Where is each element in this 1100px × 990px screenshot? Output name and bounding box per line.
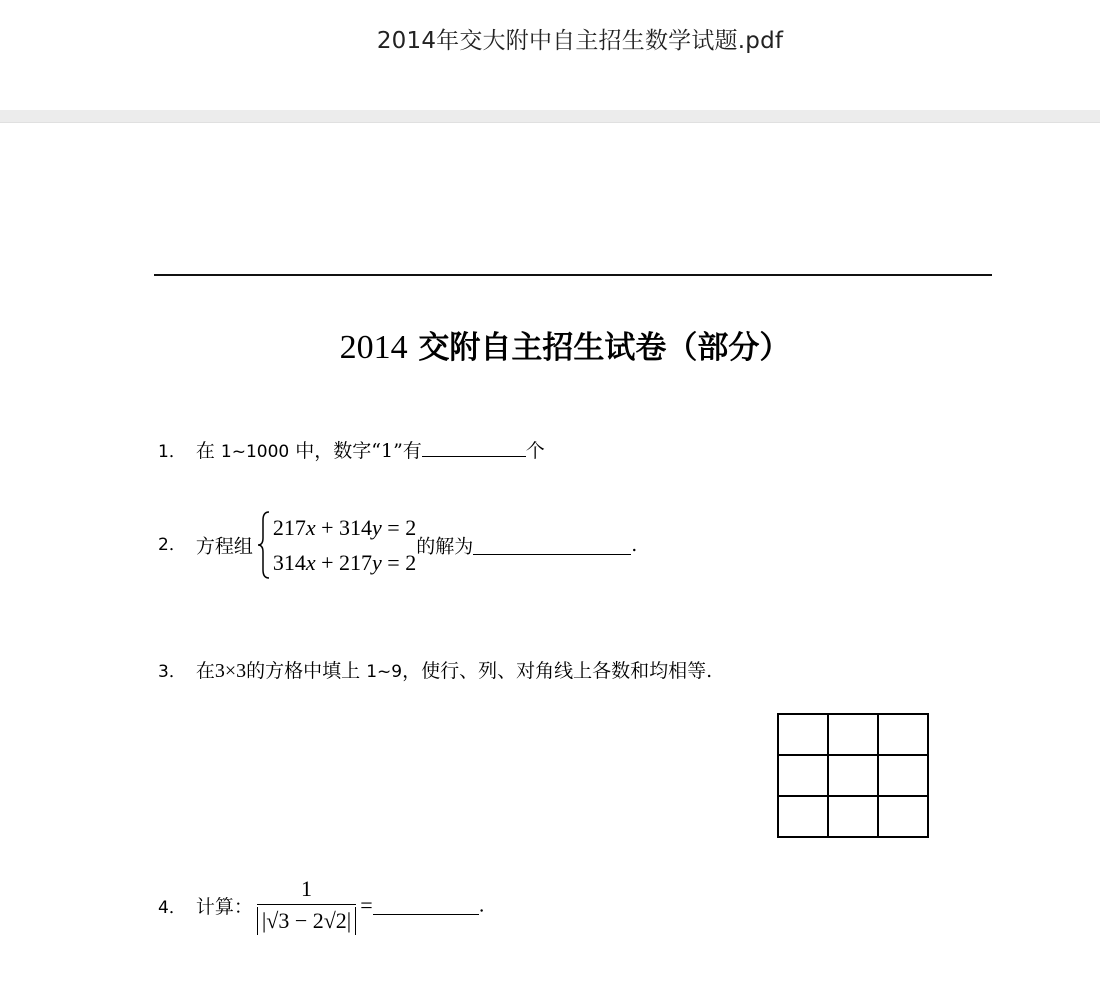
question-number: 2． (158, 535, 186, 555)
grid-cell[interactable] (878, 714, 928, 755)
question-4 (158, 876, 485, 935)
equals-sign: = (360, 892, 373, 918)
toolbar-divider (0, 110, 1100, 123)
paper-title-text: 交附自主招生试卷（部分） (418, 330, 791, 366)
fraction (257, 876, 356, 935)
question-text: 的方格中填上 (246, 660, 361, 682)
question-number: 1． (158, 442, 186, 462)
question-text: 计算： (195, 896, 253, 918)
answer-blank[interactable] (473, 536, 631, 555)
paper-title-year: 2014 (339, 329, 408, 366)
question-text: . (631, 534, 638, 556)
grid-cell[interactable] (778, 796, 828, 837)
question-text: ，使行、列、对角线上各数和均相等. (402, 660, 713, 682)
viewer-toolbar (0, 0, 1100, 110)
answer-blank[interactable] (422, 438, 526, 457)
question-text: 方程组 (195, 535, 253, 558)
grid-cell[interactable] (778, 714, 828, 755)
grid-size: 3×3 (214, 660, 247, 682)
question-1 (158, 436, 545, 463)
fraction-numerator: 1 (301, 876, 313, 901)
question-3 (158, 656, 712, 683)
magic-square-grid (777, 713, 929, 838)
question-text: 中，数字“1”有 (295, 440, 422, 462)
question-text: 的解为 (416, 535, 474, 558)
equation-1: 217x + 314y = 2 (272, 515, 417, 540)
grid-cell[interactable] (878, 796, 928, 837)
question-text: 个 (525, 440, 545, 462)
document-filename: 2014年交大附中自主招生数学试题.pdf (376, 28, 784, 54)
grid-cell[interactable] (828, 714, 878, 755)
question-range: 1~1000 (220, 442, 290, 462)
question-text: 在 (195, 440, 215, 462)
question-text: . (478, 894, 485, 917)
question-range: 1~9 (366, 662, 403, 682)
answer-blank[interactable] (373, 896, 479, 915)
equation-system (257, 510, 416, 580)
question-text: 在 (195, 660, 215, 682)
question-2 (158, 510, 637, 580)
grid-cell[interactable] (828, 796, 878, 837)
grid-cell[interactable] (778, 755, 828, 796)
left-brace-icon (257, 510, 271, 580)
grid-cell[interactable] (828, 755, 878, 796)
fraction-bar (257, 904, 356, 905)
question-number: 4． (158, 898, 186, 918)
fraction-denominator: |√3 − 2√2| (257, 907, 356, 935)
page-header-rule (154, 274, 992, 276)
question-number: 3． (158, 662, 186, 682)
paper-title (0, 322, 1100, 367)
grid-cell[interactable] (878, 755, 928, 796)
equation-2: 314x + 217y = 2 (272, 550, 417, 575)
